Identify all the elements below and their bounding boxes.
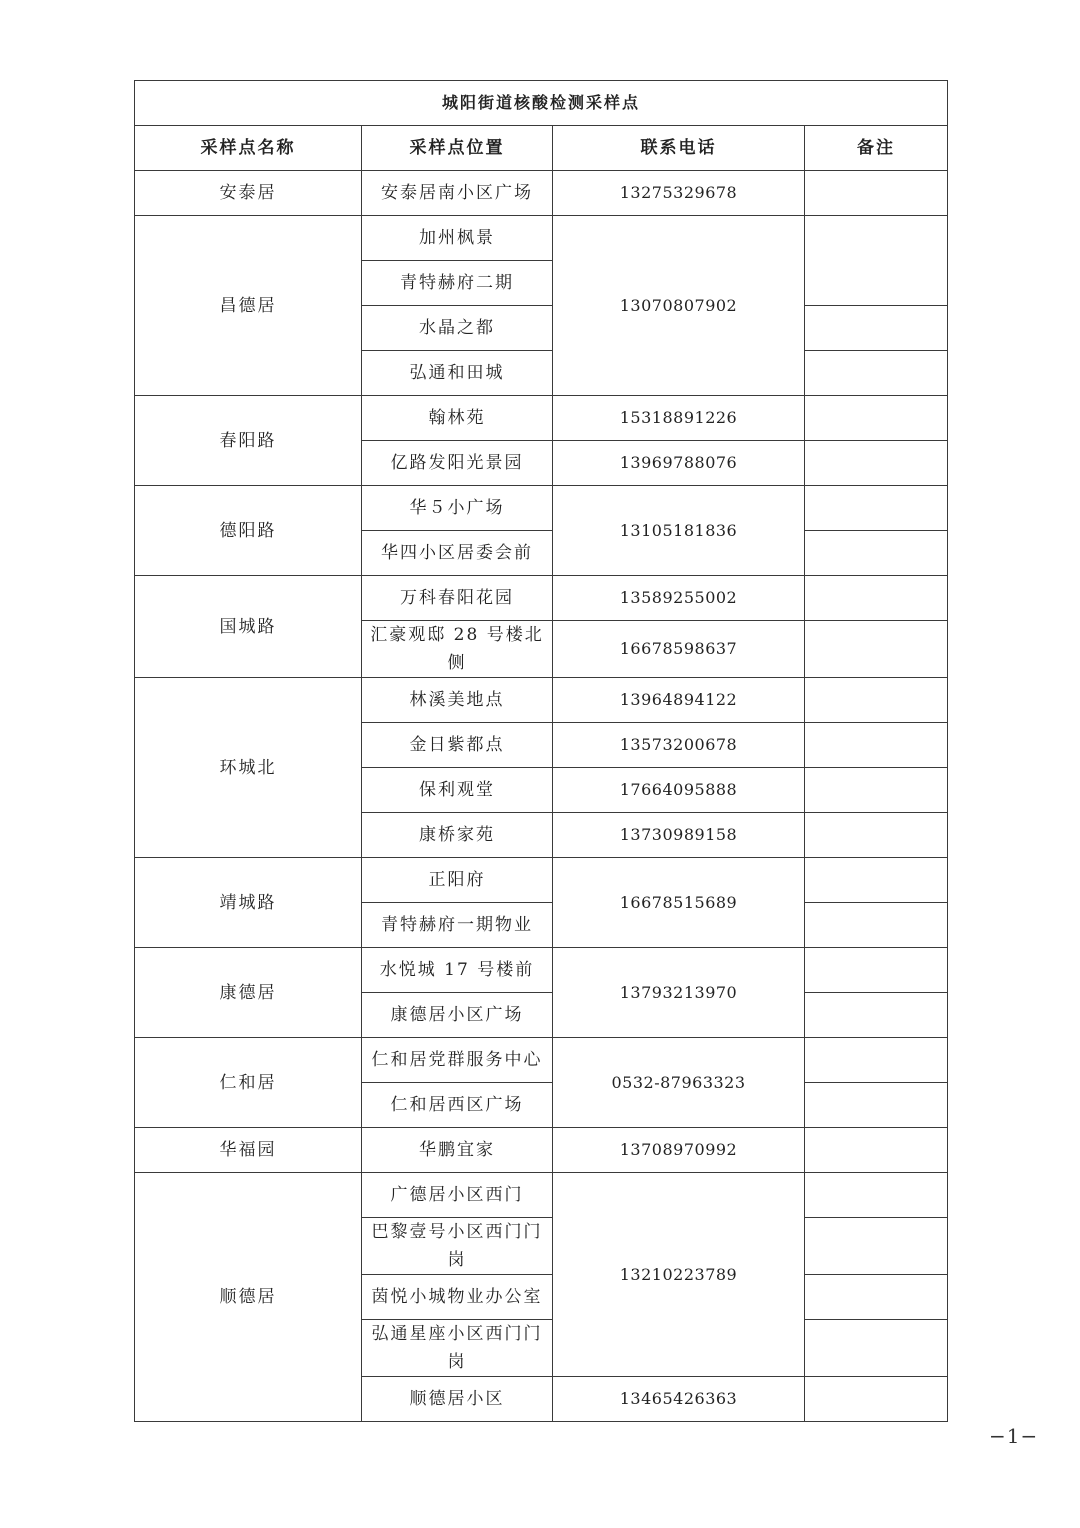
site-location: 顺德居小区 xyxy=(362,1377,553,1422)
remarks-cell xyxy=(805,723,948,768)
remarks-cell xyxy=(805,1038,948,1083)
table-row xyxy=(135,858,948,903)
remarks-cell xyxy=(805,306,948,351)
community-name: 德阳路 xyxy=(135,486,362,576)
community-name: 安泰居 xyxy=(135,171,362,216)
community-name: 春阳路 xyxy=(135,396,362,486)
remarks-cell xyxy=(805,1173,948,1218)
site-location: 保利观堂 xyxy=(362,768,553,813)
remarks-cell xyxy=(805,1320,948,1377)
site-location: 安泰居南小区广场 xyxy=(362,171,553,216)
remarks-cell xyxy=(805,678,948,723)
remarks-cell xyxy=(805,576,948,621)
remarks-cell xyxy=(805,1128,948,1173)
site-location: 青特赫府一期物业 xyxy=(362,903,553,948)
site-location: 茵悦小城物业办公室 xyxy=(362,1275,553,1320)
site-location: 翰林苑 xyxy=(362,396,553,441)
community-name: 仁和居 xyxy=(135,1038,362,1128)
page-number: −1− xyxy=(989,1424,1039,1448)
table-row xyxy=(135,1128,948,1173)
site-location: 正阳府 xyxy=(362,858,553,903)
remarks-cell xyxy=(805,903,948,948)
site-location: 加州枫景 xyxy=(362,216,553,261)
phone-number: 13708970992 xyxy=(553,1128,805,1173)
remarks-cell xyxy=(805,486,948,531)
remarks-cell xyxy=(805,993,948,1038)
remarks-cell xyxy=(805,858,948,903)
sampling-site-table xyxy=(134,80,948,1422)
phone-number: 15318891226 xyxy=(553,396,805,441)
community-name: 国城路 xyxy=(135,576,362,678)
phone-number: 13964894122 xyxy=(553,678,805,723)
phone-number: 13070807902 xyxy=(553,216,805,396)
phone-number: 13105181836 xyxy=(553,486,805,576)
remarks-cell xyxy=(805,768,948,813)
table-row xyxy=(135,948,948,993)
table-row xyxy=(135,1173,948,1218)
remarks-cell xyxy=(805,531,948,576)
table-row xyxy=(135,171,948,216)
site-location: 金日紫都点 xyxy=(362,723,553,768)
community-name: 华福园 xyxy=(135,1128,362,1173)
table-row xyxy=(135,576,948,621)
remarks-cell xyxy=(805,171,948,216)
phone-number: 0532-87963323 xyxy=(553,1038,805,1128)
site-location: 弘通和田城 xyxy=(362,351,553,396)
phone-number: 13793213970 xyxy=(553,948,805,1038)
site-location: 汇豪观邸 28 号楼北侧 xyxy=(362,621,553,678)
phone-number: 16678515689 xyxy=(553,858,805,948)
remarks-cell xyxy=(805,1083,948,1128)
site-location: 青特赫府二期 xyxy=(362,261,553,306)
table-row xyxy=(135,486,948,531)
site-location: 华鹏宜家 xyxy=(362,1128,553,1173)
site-location: 仁和居党群服务中心 xyxy=(362,1038,553,1083)
remarks-cell xyxy=(805,396,948,441)
phone-number: 13589255002 xyxy=(553,576,805,621)
table-row xyxy=(135,396,948,441)
header-phone: 联系电话 xyxy=(553,126,805,171)
remarks-cell xyxy=(805,948,948,993)
header-site-location: 采样点位置 xyxy=(362,126,553,171)
phone-number: 13210223789 xyxy=(553,1173,805,1377)
remarks-cell xyxy=(805,813,948,858)
phone-number: 13969788076 xyxy=(553,441,805,486)
site-location: 水悦城 17 号楼前 xyxy=(362,948,553,993)
phone-number: 13465426363 xyxy=(553,1377,805,1422)
site-location: 弘通星座小区西门门岗 xyxy=(362,1320,553,1377)
site-location: 仁和居西区广场 xyxy=(362,1083,553,1128)
site-location: 亿路发阳光景园 xyxy=(362,441,553,486)
remarks-cell xyxy=(805,441,948,486)
remarks-cell xyxy=(805,1377,948,1422)
header-remarks: 备注 xyxy=(805,126,948,171)
remarks-cell xyxy=(805,216,948,306)
community-name: 康德居 xyxy=(135,948,362,1038)
phone-number: 17664095888 xyxy=(553,768,805,813)
site-location: 华５小广场 xyxy=(362,486,553,531)
table-row xyxy=(135,216,948,261)
table-row xyxy=(135,678,948,723)
phone-number: 13730989158 xyxy=(553,813,805,858)
remarks-cell xyxy=(805,1218,948,1275)
community-name: 环城北 xyxy=(135,678,362,858)
remarks-cell xyxy=(805,621,948,678)
site-location: 水晶之都 xyxy=(362,306,553,351)
table-row xyxy=(135,1038,948,1083)
community-name: 顺德居 xyxy=(135,1173,362,1422)
header-site-name: 采样点名称 xyxy=(135,126,362,171)
community-name: 靖城路 xyxy=(135,858,362,948)
site-location: 广德居小区西门 xyxy=(362,1173,553,1218)
phone-number: 13275329678 xyxy=(553,171,805,216)
phone-number: 13573200678 xyxy=(553,723,805,768)
site-location: 华四小区居委会前 xyxy=(362,531,553,576)
remarks-cell xyxy=(805,1275,948,1320)
site-location: 巴黎壹号小区西门门岗 xyxy=(362,1218,553,1275)
site-location: 万科春阳花园 xyxy=(362,576,553,621)
community-name: 昌德居 xyxy=(135,216,362,396)
phone-number: 16678598637 xyxy=(553,621,805,678)
remarks-cell xyxy=(805,351,948,396)
site-location: 康桥家苑 xyxy=(362,813,553,858)
site-location: 林溪美地点 xyxy=(362,678,553,723)
site-location: 康德居小区广场 xyxy=(362,993,553,1038)
table-title: 城阳街道核酸检测采样点 xyxy=(135,81,948,126)
